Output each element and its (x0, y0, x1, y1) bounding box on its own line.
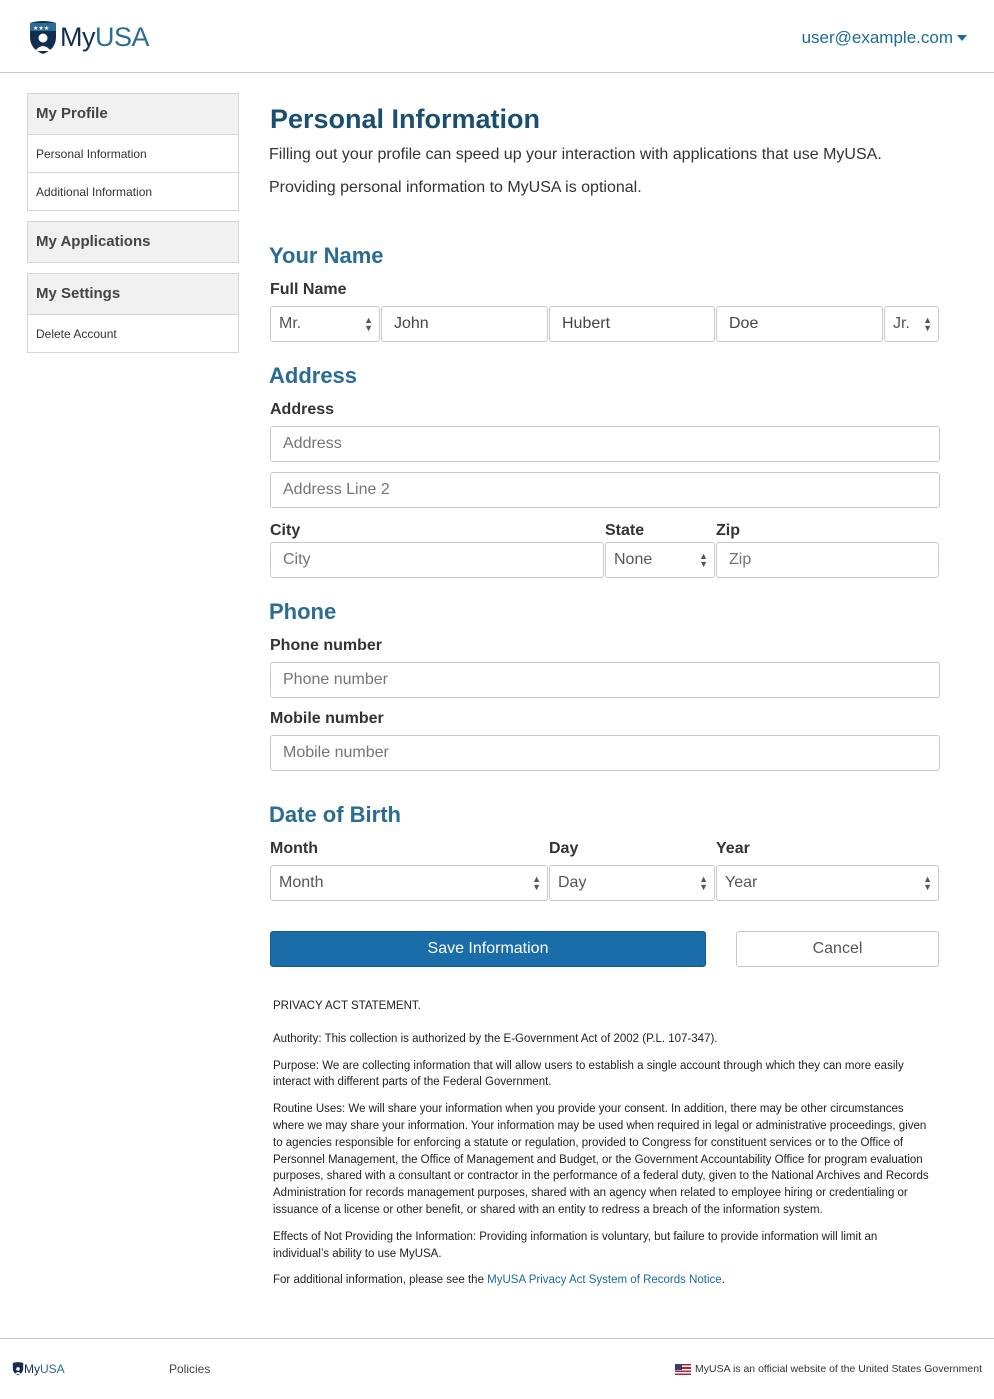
sidebar-group-profile (27, 93, 239, 211)
name-suffix-select[interactable] (884, 306, 939, 342)
mobile-number-input[interactable] (270, 735, 940, 771)
address-label: Address (270, 401, 335, 418)
phone-number-input[interactable] (270, 662, 940, 698)
footer-logo[interactable] (12, 1361, 65, 1376)
privacy-act-statement (273, 998, 935, 1299)
state-value: None (614, 551, 653, 568)
sidebar-item-personal-information[interactable]: Personal Information (28, 134, 238, 172)
site-footer (0, 1338, 994, 1399)
privacy-routine-uses: Routine Uses: We will share your information when you provide your consent. In addition, there may be other circumstances where we may share your information. Your information may be used when required in legal or administrative proceedings, given to agencies responsible for enforcing a statute or regulation, provided to Congress for constituent services or to the Office of Personnel Management, the Office of Management and Budget, or the Government Accountability Office for program evaluation purposes, shared with a consultant or contractor in the performance of a federal duty, given to the National Archives and Records Administration for records management purposes, shared with an agency when related to employee hiring or credentialing or issuance of a license or other benefit, or shared with an entity to redress a breach of the information system. (273, 1103, 929, 1216)
first-name-input[interactable] (381, 306, 548, 342)
sidebar-item-delete-account[interactable]: Delete Account (28, 314, 238, 352)
section-title-date-of-birth: Date of Birth (269, 802, 401, 827)
cancel-button[interactable]: Cancel (736, 931, 939, 967)
full-name-label: Full Name (270, 281, 347, 298)
sidebar-heading-my-settings[interactable]: My Settings (28, 274, 238, 314)
last-name-input[interactable] (716, 306, 883, 342)
shield-logo-icon (28, 19, 58, 55)
section-title-address: Address (269, 363, 358, 388)
privacy-heading: PRIVACY ACT STATEMENT. (273, 1000, 421, 1012)
official-website-text: MyUSA is an official website of the United States Government (695, 1363, 982, 1375)
year-value: Year (725, 874, 758, 891)
day-value: Day (558, 874, 587, 891)
month-value: Month (279, 874, 324, 891)
sidebar-heading-my-applications[interactable]: My Applications (28, 222, 238, 262)
footer-policies-link[interactable]: Policies (169, 1362, 211, 1376)
state-label: State (605, 522, 645, 539)
caret-down-icon (957, 35, 967, 41)
city-label: City (270, 522, 301, 539)
privacy-additional-suffix: . (721, 1274, 725, 1287)
sidebar (27, 93, 239, 363)
privacy-sorn-link[interactable]: MyUSA Privacy Act System of Records Notice (487, 1274, 722, 1287)
name-prefix-value: Mr. (279, 315, 302, 332)
privacy-purpose: Purpose: We are collecting information that will allow users to establish a single account through which they can more easily interact with different parts of the Federal Government. (273, 1059, 904, 1089)
updown-arrows-icon: ▲ ▼ (364, 315, 373, 333)
site-header (0, 0, 994, 73)
updown-arrows-icon: ▲ ▼ (923, 874, 932, 892)
state-select[interactable] (605, 542, 715, 578)
month-select[interactable] (270, 865, 548, 901)
city-input[interactable] (270, 542, 604, 578)
updown-arrows-icon: ▲ ▼ (532, 874, 541, 892)
footer-logo-my: My (24, 1361, 40, 1376)
updown-arrows-icon: ▲ ▼ (699, 874, 708, 892)
user-email: user@example.com (801, 28, 953, 47)
year-label: Year (716, 840, 750, 857)
phone-number-label: Phone number (270, 637, 383, 654)
privacy-effects: Effects of Not Providing the Information: Providing information is voluntary, but failure to provide information will limit an individual’s ability to use MyUSA. (273, 1230, 878, 1260)
logo-usa: USA (95, 21, 150, 52)
address-line-2-input[interactable] (270, 472, 940, 508)
year-select[interactable] (716, 865, 939, 901)
name-prefix-select[interactable] (270, 306, 380, 342)
page-title: Personal Information (270, 104, 541, 134)
svg-text:★★★: ★★★ (33, 25, 50, 32)
shield-logo-icon (12, 1361, 24, 1376)
address-input[interactable] (270, 426, 940, 462)
day-select[interactable] (549, 865, 715, 901)
mobile-number-label: Mobile number (270, 710, 384, 727)
user-menu[interactable] (802, 28, 967, 48)
privacy-authority: Authority: This collection is authorized by the E-Government Act of 2002 (P.L. 107-347). (273, 1032, 718, 1045)
logo-my: My (60, 21, 95, 52)
save-information-button[interactable]: Save Information (270, 931, 706, 967)
day-label: Day (549, 840, 579, 857)
section-title-your-name: Your Name (269, 243, 384, 268)
sidebar-item-additional-information[interactable]: Additional Information (28, 172, 238, 210)
logo-wordmark (60, 22, 149, 53)
sidebar-heading-my-profile[interactable]: My Profile (28, 94, 238, 134)
sidebar-group-applications (27, 221, 239, 263)
official-website-notice (675, 1363, 982, 1375)
intro-text-1: Filling out your profile can speed up your interaction with applications that use MyUSA. (269, 146, 882, 163)
us-flag-icon (675, 1364, 691, 1375)
name-suffix-value: Jr. (893, 315, 910, 332)
updown-arrows-icon: ▲ ▼ (923, 315, 932, 333)
sidebar-group-settings (27, 273, 239, 353)
myusa-logo[interactable] (28, 19, 149, 55)
intro-text-2: Providing personal information to MyUSA is optional. (269, 179, 642, 196)
privacy-additional-info (273, 1272, 935, 1289)
zip-input[interactable] (716, 542, 939, 578)
section-title-phone: Phone (269, 599, 337, 624)
updown-arrows-icon: ▲ ▼ (699, 551, 708, 569)
middle-name-input[interactable] (549, 306, 715, 342)
footer-logo-usa: USA (40, 1361, 65, 1376)
month-label: Month (270, 840, 318, 857)
zip-label: Zip (716, 522, 740, 539)
privacy-additional-prefix: For additional information, please see the (273, 1274, 488, 1287)
